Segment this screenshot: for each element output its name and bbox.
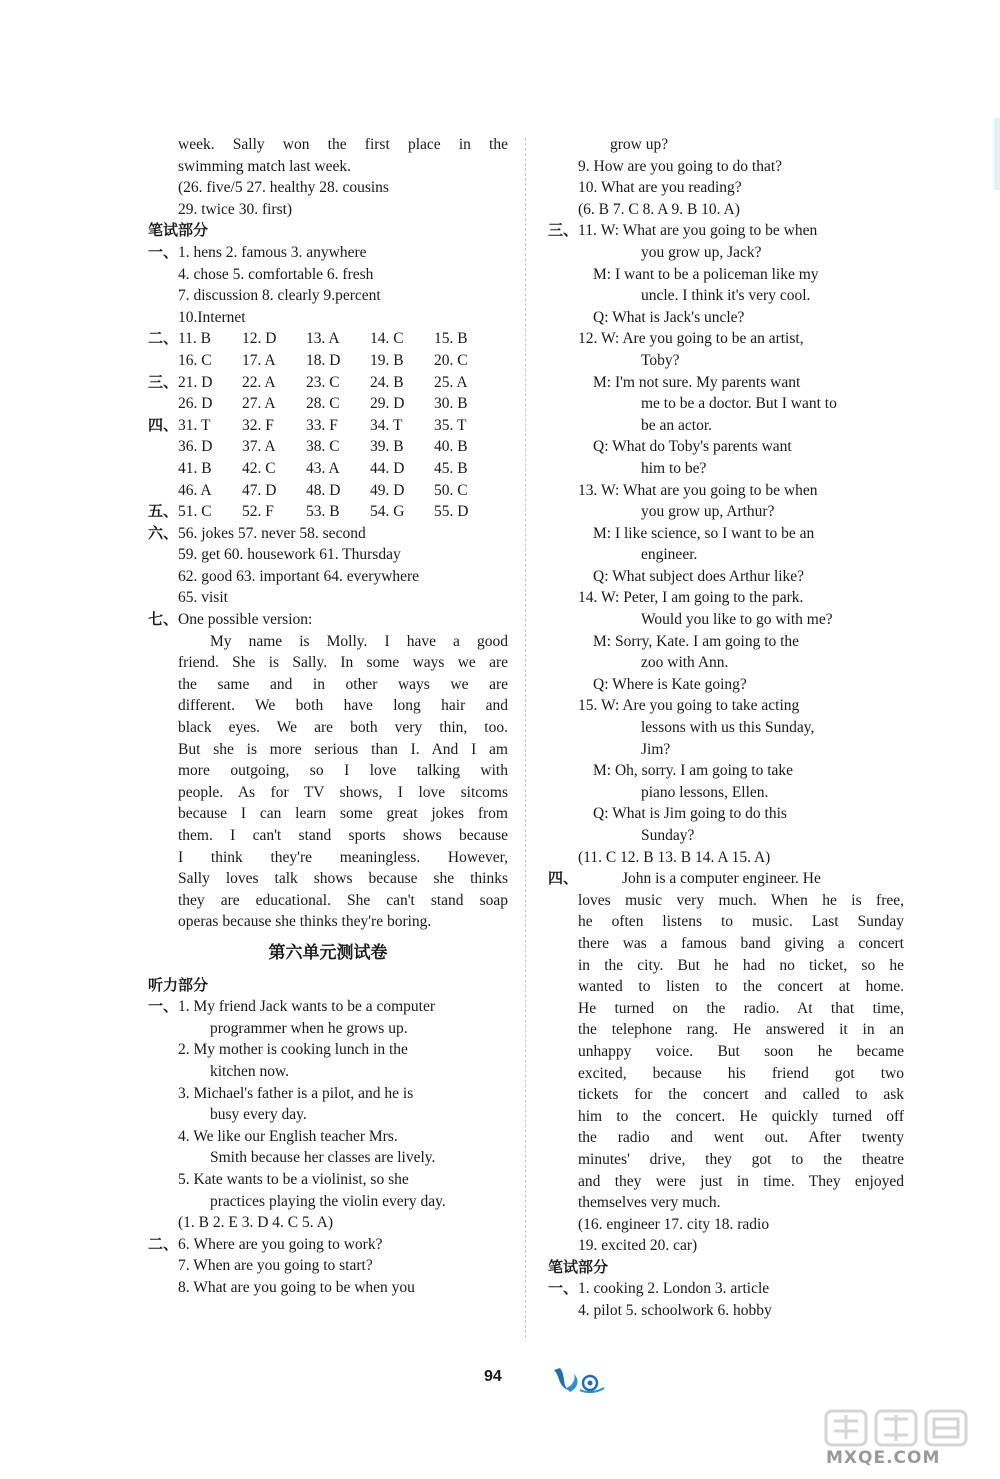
intro-block bbox=[148, 134, 508, 220]
answer-line: 1. cooking 2. London 3. article bbox=[578, 1280, 770, 1298]
answer-cell: 16. C bbox=[178, 351, 212, 369]
answer-cell: 39. B bbox=[370, 438, 404, 456]
text-line: swimming match last week. bbox=[178, 157, 352, 175]
answer-cell: 13. A bbox=[306, 330, 340, 348]
answer-line: 29. twice 30. first) bbox=[178, 200, 293, 218]
list-item-continuation: busy every day. bbox=[210, 1106, 307, 1124]
essay-line: people. As for TV shows, I love sitcoms bbox=[178, 783, 508, 801]
item-text: 1. My friend Jack wants to be a computer bbox=[178, 998, 435, 1016]
left-column bbox=[148, 134, 508, 1298]
dialog-line: M: Oh, sorry. I am going to take bbox=[593, 762, 794, 780]
answer-cell: 27. A bbox=[242, 395, 276, 413]
answer-line: 7. discussion 8. clearly 9.percent bbox=[178, 287, 381, 305]
answer-cell: 38. C bbox=[306, 438, 340, 456]
answer-cell: 24. B bbox=[370, 373, 404, 391]
column-divider bbox=[525, 138, 526, 1338]
list-item: 10. What are you reading? bbox=[578, 179, 742, 197]
item-text: 11. W: What are you going to be when bbox=[578, 222, 818, 240]
answer-line: 4. chose 5. comfortable 6. fresh bbox=[178, 265, 374, 283]
section-mark bbox=[148, 350, 178, 372]
story-line: the radio and went out. After twenty bbox=[578, 1129, 904, 1147]
answer-row bbox=[148, 372, 508, 394]
list-item: 2. My mother is cooking lunch in the bbox=[178, 1041, 408, 1059]
dialog-line: Q: What subject does Arthur like? bbox=[593, 567, 805, 585]
answer-cell: 35. T bbox=[434, 416, 467, 434]
story-line: tickets for the concert and called to ask bbox=[578, 1086, 904, 1104]
answer-line: 10.Internet bbox=[178, 308, 246, 326]
answer-cell: 53. B bbox=[306, 503, 340, 521]
list-item: 4. We like our English teacher Mrs. bbox=[178, 1127, 398, 1145]
dialog-continuation: him to be? bbox=[641, 459, 707, 477]
answer-cell: 31. T bbox=[178, 416, 211, 434]
answer-cell: 11. B bbox=[178, 330, 212, 348]
answer-line: 4. pilot 5. schoolwork 6. hobby bbox=[578, 1302, 772, 1320]
story-line: wanted to listen to the concert at home. bbox=[578, 978, 904, 996]
listening-part-2-continued bbox=[548, 134, 904, 220]
section-mark bbox=[148, 480, 178, 502]
list-item bbox=[548, 220, 904, 242]
story-first-line bbox=[548, 868, 904, 890]
dialog-continuation: you grow up, Jack? bbox=[641, 243, 762, 261]
answer-row bbox=[148, 350, 508, 372]
story-line: unhappy voice. But soon he became bbox=[578, 1042, 904, 1060]
answer-cell: 14. C bbox=[370, 330, 404, 348]
answer-row bbox=[148, 480, 508, 502]
story-line: there was a famous band giving a concert bbox=[578, 934, 904, 952]
right-column bbox=[548, 134, 904, 1322]
answer-cell: 17. A bbox=[242, 351, 276, 369]
list-item: (1. B 2. E 3. D 4. C 5. A) bbox=[178, 1214, 333, 1232]
answer-cell: 43. A bbox=[306, 459, 340, 477]
answer-cell: 26. D bbox=[178, 395, 213, 413]
essay-line: I think they're meaningless. However, bbox=[178, 848, 508, 866]
essay-line: because I can learn some great jokes from bbox=[178, 805, 508, 823]
answer-line: 56. jokes 57. never 58. second bbox=[178, 524, 366, 542]
answer-cell: 30. B bbox=[434, 395, 468, 413]
dialog-line: Q: What do Toby's parents want bbox=[593, 438, 792, 456]
section-mark: 三、 bbox=[148, 372, 179, 391]
dialog-line: Q: What is Jim going to do this bbox=[593, 805, 787, 823]
answer-row bbox=[148, 501, 508, 523]
list-item-continuation: kitchen now. bbox=[210, 1062, 290, 1080]
list-item: 15. W: Are you going to take acting bbox=[578, 697, 800, 715]
answer-cell: 52. F bbox=[242, 503, 274, 521]
listening-part-1 bbox=[148, 996, 508, 1234]
answer-cell: 44. D bbox=[370, 459, 405, 477]
list-item bbox=[148, 1234, 508, 1256]
dialog-continuation: Would you like to go with me? bbox=[641, 611, 833, 629]
list-item: 5. Kate wants to be a violinist, so she bbox=[178, 1170, 409, 1188]
publisher-logo-icon bbox=[550, 1366, 608, 1394]
section-mark: 一、 bbox=[148, 997, 179, 1016]
listening-part-2 bbox=[148, 1234, 508, 1299]
answer-cell: 29. D bbox=[370, 395, 405, 413]
answer-row bbox=[148, 436, 508, 458]
dialog-line: M: I'm not sure. My parents want bbox=[593, 373, 801, 391]
answer-cell: 54. G bbox=[370, 503, 405, 521]
essay-line: But she is more serious than I. And I am bbox=[178, 740, 508, 758]
story-line: themselves very much. bbox=[578, 1194, 721, 1212]
dialog-continuation: zoo with Ann. bbox=[641, 654, 729, 672]
answer-cell: 48. D bbox=[306, 481, 341, 499]
section-mark: 七、 bbox=[148, 610, 179, 629]
page-number: 94 bbox=[484, 1368, 502, 1385]
section-mark: 二、 bbox=[148, 329, 179, 348]
answer-cell: 37. A bbox=[242, 438, 276, 456]
story-line: minutes' drive, they got to the theatre bbox=[578, 1150, 904, 1168]
answer-line: 19. excited 20. car) bbox=[578, 1237, 698, 1255]
text-line: week. Sally won the first place in the bbox=[178, 136, 508, 153]
answer-cell: 55. D bbox=[434, 503, 469, 521]
list-item: 3. Michael's father is a pilot, and he is bbox=[178, 1084, 414, 1102]
dialog-continuation: you grow up, Arthur? bbox=[641, 503, 775, 521]
answer-cell: 22. A bbox=[242, 373, 276, 391]
dialog-continuation: me to be a doctor. But I want to bbox=[641, 395, 837, 413]
dialog-line: M: Sorry, Kate. I am going to the bbox=[593, 632, 800, 650]
watermark-text: MXQE.COM bbox=[826, 1448, 941, 1468]
page-edge-tab bbox=[994, 118, 1000, 190]
sample-essay bbox=[148, 631, 508, 933]
answer-cell: 50. C bbox=[434, 481, 468, 499]
answer-cell: 45. B bbox=[434, 459, 468, 477]
essay-intro: One possible version: bbox=[178, 611, 313, 629]
answer-cell: 12. D bbox=[242, 330, 277, 348]
answer-cell: 33. F bbox=[306, 416, 338, 434]
answer-row bbox=[148, 393, 508, 415]
answer-row bbox=[148, 415, 508, 437]
list-item bbox=[148, 996, 508, 1018]
answer-cell: 28. C bbox=[306, 395, 340, 413]
section-7 bbox=[148, 609, 508, 631]
dialog-continuation: lessons with us this Sunday, bbox=[641, 719, 815, 737]
story-line: loves music very much. When he is free, bbox=[578, 891, 904, 909]
answer-line: 65. visit bbox=[178, 589, 228, 607]
list-item: 12. W: Are you going to be an artist, bbox=[578, 330, 804, 348]
answer-cell: 25. A bbox=[434, 373, 468, 391]
list-item-continuation: grow up? bbox=[610, 136, 669, 153]
answer-line: (16. engineer 17. city 18. radio bbox=[578, 1215, 770, 1233]
list-item-continuation: Smith because her classes are lively. bbox=[210, 1149, 436, 1167]
list-item: 9. How are you going to do that? bbox=[578, 157, 783, 175]
essay-line: My name is Molly. I have a good bbox=[210, 632, 508, 650]
answer-line: 62. good 63. important 64. everywhere bbox=[178, 567, 420, 585]
section-mark: 一、 bbox=[148, 242, 179, 261]
answer-cell: 32. F bbox=[242, 416, 274, 434]
section-mark: 四、 bbox=[548, 869, 579, 888]
essay-line: operas because she thinks they're boring. bbox=[178, 913, 432, 931]
essay-line: they are educational. She can't stand soap bbox=[178, 891, 508, 909]
listening-section-header: 听力部分 bbox=[148, 975, 209, 994]
essay-line: different. We both have long hair and bbox=[178, 697, 508, 715]
dialog-continuation: engineer. bbox=[641, 546, 698, 564]
section-mark bbox=[148, 393, 178, 415]
section-mark: 三、 bbox=[548, 221, 579, 240]
list-item: (11. C 12. B 13. B 14. A 15. A) bbox=[578, 848, 771, 866]
answer-cell: 21. D bbox=[178, 373, 213, 391]
answer-row bbox=[148, 328, 508, 350]
section-mark: 六、 bbox=[148, 523, 179, 542]
answer-cell: 46. A bbox=[178, 481, 212, 499]
dialog-continuation: piano lessons, Ellen. bbox=[641, 783, 769, 801]
answer-row bbox=[148, 458, 508, 480]
list-item: 14. W: Peter, I am going to the park. bbox=[578, 589, 804, 607]
answer-cell: 42. C bbox=[242, 459, 276, 477]
multiple-choice-answers bbox=[148, 328, 508, 522]
section-mark: 一、 bbox=[548, 1279, 579, 1298]
essay-line: Sally loves talk shows because she thinks bbox=[178, 870, 508, 888]
essay-line: more outgoing, so I love talking with bbox=[178, 762, 508, 780]
written-section-header: 笔试部分 bbox=[548, 1257, 609, 1276]
listening-part-4-story bbox=[548, 868, 904, 1257]
list-item: 13. W: What are you going to be when bbox=[578, 481, 818, 499]
story-line: he often listens to music. Last Sunday bbox=[578, 913, 904, 931]
section-mark: 二、 bbox=[148, 1234, 179, 1253]
written-part-1 bbox=[548, 1278, 904, 1300]
list-item-continuation: programmer when he grows up. bbox=[210, 1019, 408, 1037]
story-line: and they were just in time. They enjoyed bbox=[578, 1172, 904, 1190]
dialog-line: M: I want to be a policeman like my bbox=[593, 265, 819, 283]
listening-part-3-dialogs bbox=[548, 220, 904, 868]
list-item: 8. What are you going to be when you bbox=[178, 1278, 415, 1296]
answer-line: 1. hens 2. famous 3. anywhere bbox=[178, 243, 367, 261]
answer-cell: 49. D bbox=[370, 481, 405, 499]
answer-cell: 41. B bbox=[178, 459, 212, 477]
item-text: 6. Where are you going to work? bbox=[178, 1235, 383, 1253]
section-mark bbox=[148, 436, 178, 458]
story-text: John is a computer engineer. He bbox=[622, 870, 821, 888]
story-line: him to the concert. He quickly turned off bbox=[578, 1107, 904, 1125]
list-item: 7. When are you going to start? bbox=[178, 1257, 373, 1275]
dialog-line: Q: Where is Kate going? bbox=[593, 675, 747, 693]
essay-line: friend. She is Sally. In some ways we are bbox=[178, 654, 508, 672]
answer-cell: 23. C bbox=[306, 373, 340, 391]
story-line: in the city. But he had no ticket, so he bbox=[578, 956, 904, 974]
list-item: (6. B 7. C 8. A 9. B 10. A) bbox=[578, 200, 740, 218]
written-section-header: 笔试部分 bbox=[148, 221, 209, 240]
dialog-line: M: I like science, so I want to be an bbox=[593, 524, 815, 542]
section-mark: 四、 bbox=[148, 415, 179, 434]
answer-cell: 51. C bbox=[178, 503, 212, 521]
essay-line: the same and in other ways we are bbox=[178, 675, 508, 693]
answer-cell: 40. B bbox=[434, 438, 468, 456]
section-mark: 五、 bbox=[148, 502, 179, 521]
dialog-continuation: be an actor. bbox=[641, 416, 713, 434]
section-1 bbox=[148, 242, 508, 264]
dialog-line: Q: What is Jack's uncle? bbox=[593, 308, 745, 326]
answer-cell: 20. C bbox=[434, 351, 468, 369]
answer-cell: 19. B bbox=[370, 351, 404, 369]
dialog-continuation: Jim? bbox=[641, 740, 671, 758]
answer-cell: 18. D bbox=[306, 351, 341, 369]
answer-line: (26. five/5 27. healthy 28. cousins bbox=[178, 179, 389, 197]
section-mark bbox=[148, 458, 178, 480]
section-6 bbox=[148, 523, 508, 545]
answer-cell: 47. D bbox=[242, 481, 277, 499]
story-line: He turned on the radio. At that time, bbox=[578, 999, 904, 1017]
answer-cell: 15. B bbox=[434, 330, 468, 348]
story-line: excited, because his friend got two bbox=[578, 1064, 904, 1082]
story-line: the telephone rang. He answered it in an bbox=[578, 1021, 904, 1039]
list-item-continuation: practices playing the violin every day. bbox=[210, 1192, 446, 1210]
essay-line: them. I can't stand sports shows because bbox=[178, 827, 508, 844]
answer-line: 59. get 60. housework 61. Thursday bbox=[178, 546, 401, 564]
dialog-continuation: uncle. I think it's very cool. bbox=[641, 287, 811, 305]
answer-cell: 34. T bbox=[370, 416, 403, 434]
unit-title: 第六单元测试卷 bbox=[268, 942, 388, 963]
dialog-continuation: Toby? bbox=[641, 351, 680, 369]
answer-cell: 36. D bbox=[178, 438, 213, 456]
dialog-continuation: Sunday? bbox=[641, 827, 695, 844]
essay-line: black eyes. We are both very thin, too. bbox=[178, 719, 508, 737]
